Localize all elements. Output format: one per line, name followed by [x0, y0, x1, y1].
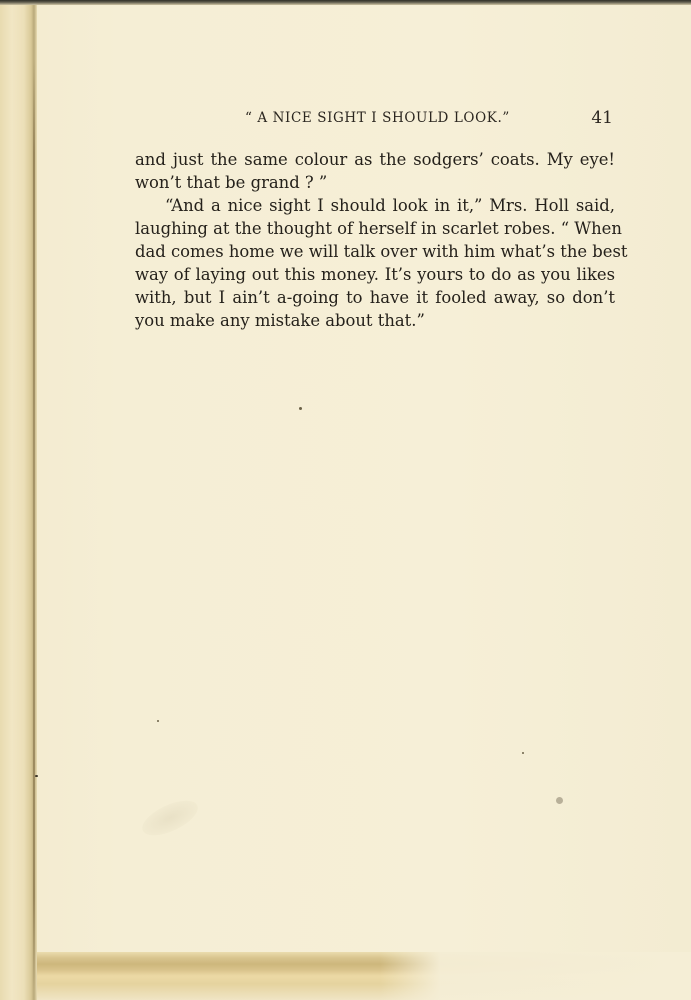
paper-speck: [35, 775, 38, 777]
text-line: laughing at the thought of herself in scarlet robes. “ When: [135, 219, 622, 238]
paper-smudge: [137, 794, 202, 843]
body-text: [135, 148, 628, 332]
page-top-edge: [0, 0, 691, 5]
bottom-band-fade: [380, 952, 691, 1000]
book-binding-gutter: [0, 5, 37, 1000]
text-line: and just the same colour as the sodgers’ coats. My eye!: [135, 150, 615, 169]
running-head: [135, 108, 613, 130]
text-line: dad comes home we will talk over with him what’s the best: [135, 242, 628, 261]
page-number: 41: [591, 108, 613, 128]
gutter-shadow-line: [33, 60, 35, 990]
text-line: “And a nice sight I should look in it,” Mrs. Holl said,: [165, 196, 615, 215]
text-line: way of laying out this money. It’s yours to do as you likes: [135, 265, 615, 284]
text-line: won’t that be grand ? ”: [135, 173, 328, 192]
running-title: “ A NICE SIGHT I SHOULD LOOK.”: [245, 110, 510, 126]
text-line: you make any mistake about that.”: [135, 311, 425, 330]
paper-speck: [157, 720, 159, 722]
paper-speck: [299, 407, 302, 410]
text-line: with, but I ain’t a-going to have it fooled away, so don’t: [135, 288, 615, 307]
paper-speck: [556, 797, 563, 804]
paper-speck: [522, 752, 524, 754]
